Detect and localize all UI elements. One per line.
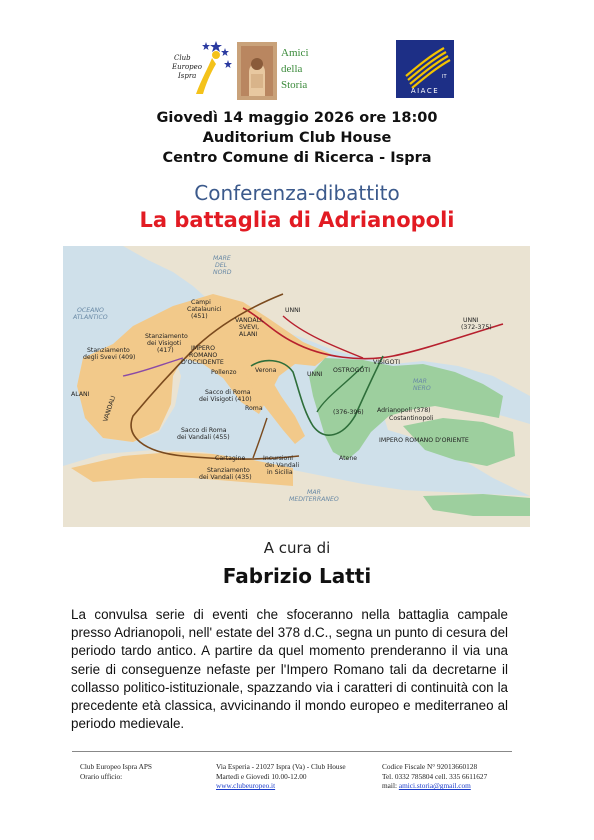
label-ostrogoti: OSTROGOTI bbox=[333, 367, 371, 374]
label-mare-nord-3: NORD bbox=[213, 269, 232, 276]
footer-address: Via Esperia - 21027 Ispra (Va) - Club House bbox=[216, 762, 346, 771]
label-unni-right-2: (372-375) bbox=[461, 324, 492, 331]
label-stanz-visigoti-2: dei Visigoti bbox=[147, 340, 182, 347]
label-mar-nero-1: MAR bbox=[413, 378, 427, 385]
curated-by-label: A cura di bbox=[263, 539, 331, 557]
label-mare-nord-1: MARE bbox=[213, 255, 231, 262]
footer-mail-label: mail: bbox=[382, 781, 399, 791]
event-place: Centro Comune di Ricerca - Ispra bbox=[162, 150, 432, 166]
label-vandali-top-2: SVEVI, bbox=[239, 324, 260, 331]
footer-org-name: Club Europeo Ispra APS bbox=[80, 762, 152, 771]
label-campi-1: Campi bbox=[191, 299, 211, 306]
footer-column-contacts bbox=[382, 762, 532, 791]
footer-phone: Tel. 0332 785804 cell. 335 6611627 bbox=[382, 771, 488, 781]
label-mar-med-2: MEDITERRANEO bbox=[289, 496, 339, 503]
label-vandali-top-3: ALANI bbox=[239, 331, 258, 338]
label-mar-med-1: MAR bbox=[307, 489, 321, 496]
label-stanz-visigoti-3: (417) bbox=[157, 347, 174, 354]
label-impero-occ-3: D'OCCIDENTE bbox=[181, 359, 224, 366]
label-cartagine: Cartagine bbox=[215, 455, 246, 462]
label-mare-nord-2: DEL bbox=[215, 262, 228, 269]
label-stanz-svevi-1: Stanziamento bbox=[87, 347, 130, 354]
footer-hours: Martedì e Giovedì 10.00-12.00 bbox=[216, 771, 307, 781]
label-campi-2: Catalaunici bbox=[187, 306, 222, 313]
footer-column-org bbox=[80, 762, 200, 781]
footer-website-link[interactable]: www.clubeuropeo.it bbox=[216, 781, 276, 791]
label-adrianopoli: Adrianopoli (378) bbox=[377, 407, 431, 414]
label-incursioni-3: in Sicilia bbox=[267, 469, 293, 476]
label-sacco-visigoti-1: Sacco di Roma bbox=[205, 389, 251, 396]
footer-office-hours-label: Orario ufficio: bbox=[80, 771, 123, 781]
label-impero-occ-1: IMPERO bbox=[191, 345, 215, 352]
label-incursioni-1: Incursioni bbox=[263, 455, 293, 462]
label-unni-top: UNNI bbox=[285, 307, 301, 314]
label-alani: ALANI bbox=[71, 391, 90, 398]
aiace-logo bbox=[396, 40, 454, 98]
club-europeo-logo bbox=[172, 38, 234, 100]
label-verona: Verona bbox=[255, 367, 277, 374]
label-stanz-svevi-2: degli Svevi (409) bbox=[83, 354, 136, 361]
label-campi-3: (451) bbox=[191, 313, 208, 320]
label-stanz-vandali-1: Stanziamento bbox=[207, 467, 250, 474]
label-unni-right-1: UNNI bbox=[463, 317, 479, 324]
club-logo-line1: Club bbox=[174, 54, 191, 62]
label-vandali-top-1: VANDALI, bbox=[235, 317, 264, 324]
label-incursioni-2: dei Vandali bbox=[265, 462, 300, 469]
historical-map bbox=[63, 246, 530, 527]
label-roma: Roma bbox=[245, 405, 263, 412]
author-name: Fabrizio Latti bbox=[222, 564, 372, 588]
event-title: La battaglia di Adrianopoli bbox=[139, 208, 455, 232]
label-oceano-1: OCEANO bbox=[77, 307, 104, 314]
label-unni-mid: UNNI bbox=[307, 371, 323, 378]
club-logo-line2: Europeo bbox=[172, 63, 203, 71]
label-sacco-vandali-2: dei Vandali (455) bbox=[177, 434, 230, 441]
event-subtitle: Conferenza-dibattito bbox=[194, 181, 400, 205]
footer-divider bbox=[72, 751, 512, 752]
label-pollenzo: Pollenzo bbox=[211, 369, 237, 376]
label-costantinopoli: Costantinopoli bbox=[389, 415, 434, 422]
event-date: Giovedì 14 maggio 2026 ore 18:00 bbox=[156, 110, 438, 126]
aiace-logo-name: AIACE bbox=[410, 87, 440, 95]
club-logo-line3: Ispra bbox=[178, 72, 197, 80]
amici-della-storia-logo bbox=[237, 42, 341, 102]
footer-column-address bbox=[216, 762, 376, 791]
label-visigoti: VISIGOTI bbox=[373, 359, 401, 366]
amici-logo-line2: della bbox=[281, 63, 303, 75]
label-atene: Atene bbox=[339, 455, 358, 462]
label-date-376: (376-396) bbox=[333, 409, 364, 416]
aiace-logo-code: IT bbox=[442, 74, 447, 80]
label-sacco-visigoti-2: dei Visigoti (410) bbox=[199, 396, 252, 403]
amici-logo-line1: Amici bbox=[281, 47, 309, 59]
footer-email-link[interactable]: amici.storia@gmail.com bbox=[398, 781, 471, 791]
event-venue: Auditorium Club House bbox=[202, 130, 392, 146]
footer-tax-code: Codice Fiscale N° 92013660128 bbox=[382, 762, 478, 771]
amici-logo-line3: Storia bbox=[281, 79, 308, 91]
label-stanz-vandali-2: dei Vandali (435) bbox=[199, 474, 252, 481]
label-impero-or: IMPERO ROMANO D'ORIENTE bbox=[379, 437, 469, 444]
label-oceano-2: ATLANTICO bbox=[73, 314, 108, 321]
label-stanz-visigoti-1: Stanziamento bbox=[145, 333, 188, 340]
event-description: La convulsa serie di eventi che sfoceranno nella battaglia campale presso Adrianopoli, nell' estate del 378 d.C., segna un punto di cesura del periodo tardo antico. A partire da quel momento prenderanno il via una serie di conseguenze nefaste per l'Impero Romano tali da decretarne il collasso politico-istituzionale, spazzando via i caratteri di continuità con la precedente età classica, avvicinando il mondo europeo e mediterraneo al periodo medievale. bbox=[71, 607, 508, 732]
label-vandali-left: VANDALI bbox=[102, 394, 118, 423]
label-mar-nero-2: NERO bbox=[413, 385, 431, 392]
label-sacco-vandali-1: Sacco di Roma bbox=[181, 427, 227, 434]
label-impero-occ-2: ROMANO bbox=[189, 352, 218, 359]
